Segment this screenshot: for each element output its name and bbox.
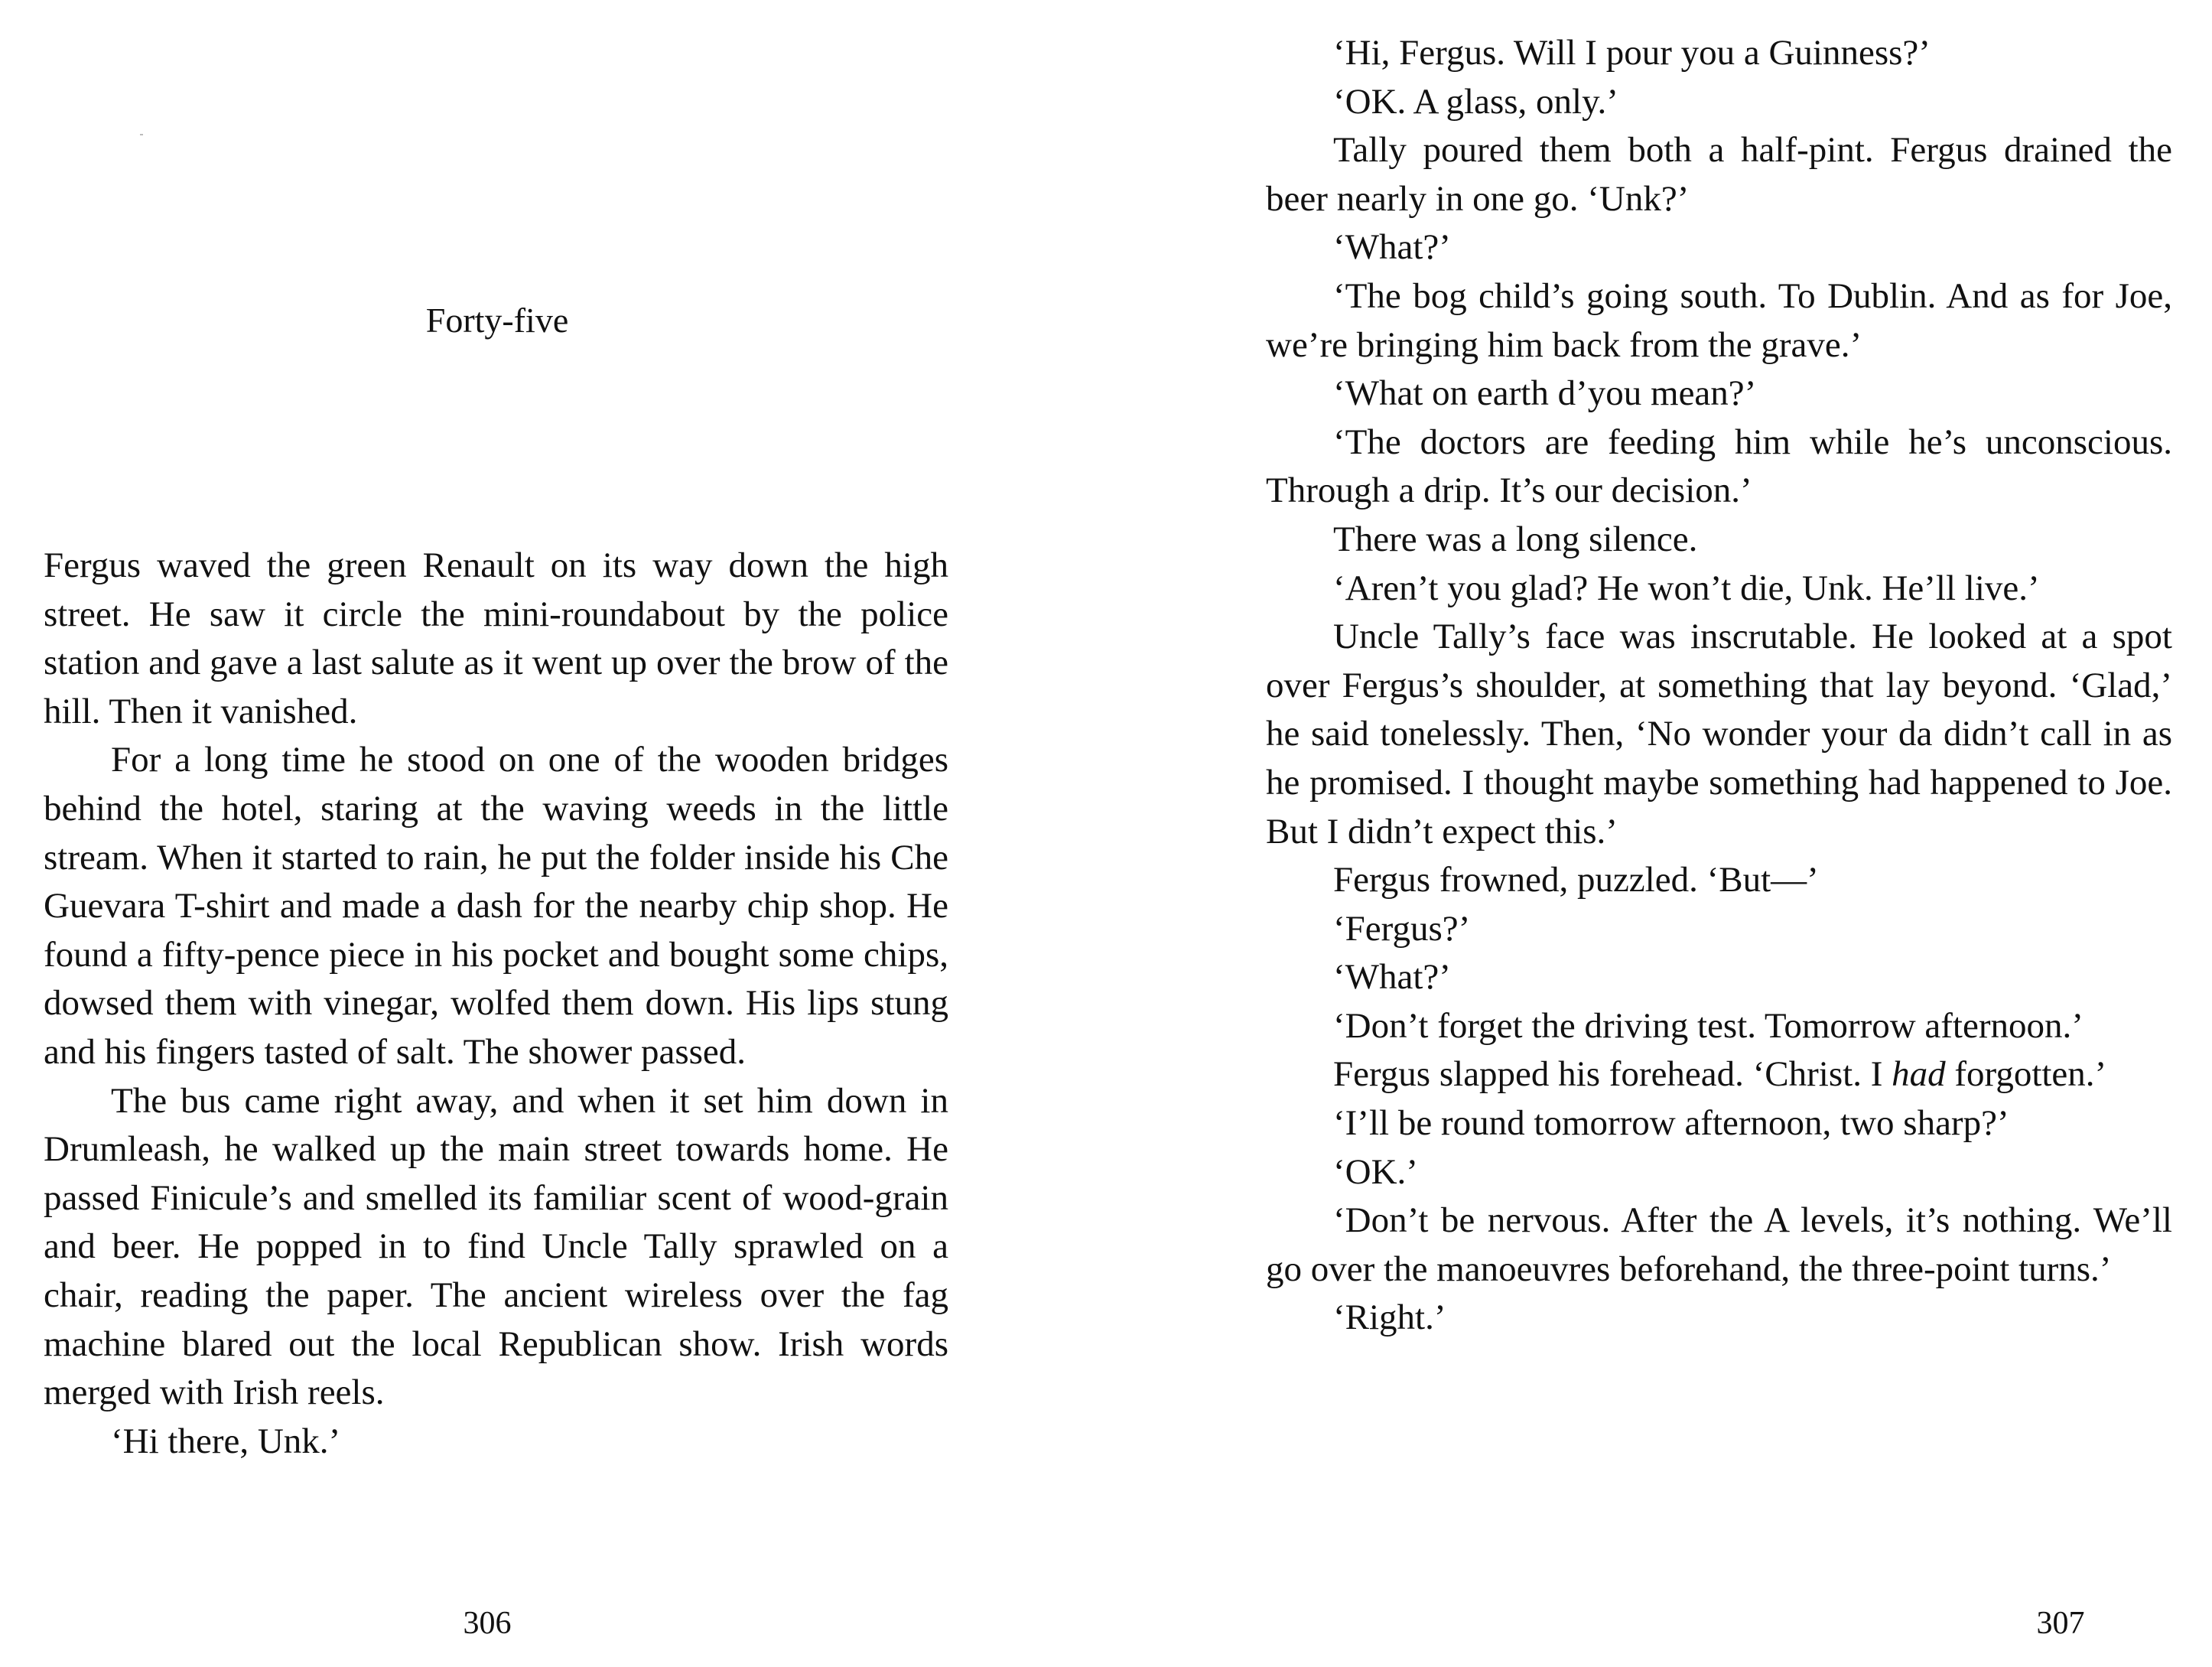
paragraph-emphasis bbox=[1266, 1050, 2172, 1099]
paragraph: Uncle Tally’s face was inscrutable. He looked at a spot over Fergus’s shoulder, at something that lay beyond. ‘Glad,’ he said tonelessly. Then, ‘No wonder your da didn’t call in as he promised. I thought maybe something had happened to Joe. But I didn’t expect this.’ bbox=[1266, 617, 2172, 851]
paragraph: There was a long silence. bbox=[1333, 519, 1698, 559]
paragraph: ‘I’ll be round tomorrow afternoon, two sharp?’ bbox=[1333, 1103, 2009, 1144]
paragraph: ‘The bog child’s going south. To Dublin. And as for Joe, we’re bringing him back from the grave.’ bbox=[1266, 275, 2172, 365]
emphasis-text: had bbox=[1892, 1054, 1946, 1095]
paragraph: ‘What?’ bbox=[1333, 227, 1451, 268]
scan-speck bbox=[140, 134, 143, 135]
paragraph: ‘Aren’t you glad? He won’t die, Unk. He’ll live.’ bbox=[1333, 568, 2040, 608]
chapter-title: Forty-five bbox=[425, 301, 569, 340]
page-number: 307 bbox=[2036, 1606, 2085, 1641]
paragraph: For a long time he stood on one of the wooden bridges behind the hotel, staring at the waving weeds in the little stream. When it started to rain, he put the folder inside his Che Guevara T-shirt and made a dash for the nearby chip shop. He found a fifty-pence piece in his pocket and bought some chips, dowsed them with vinegar, wolfed them down. His lips stung and his fingers tasted of salt. The shower passed. bbox=[44, 740, 948, 1072]
paragraph: ‘The doctors are feeding him while he’s unconscious. Through a drip. It’s our decision.’ bbox=[1266, 422, 2172, 511]
text: Fergus slapped his forehead. ‘Christ. I bbox=[1333, 1054, 1892, 1095]
right-page bbox=[1106, 0, 2212, 1667]
paragraph: ‘Hi, Fergus. Will I pour you a Guinness?’ bbox=[1333, 33, 1931, 73]
paragraph: ‘Don’t be nervous. After the A levels, it’s nothing. We’ll go over the manoeuvres beforehand, the three-point turns.’ bbox=[1266, 1200, 2172, 1289]
paragraph: ‘What?’ bbox=[1333, 957, 1451, 998]
text: forgotten.’ bbox=[1945, 1054, 2107, 1095]
paragraph: ‘Hi there, Unk.’ bbox=[111, 1421, 341, 1461]
paragraph: The bus came right away, and when it set him down in Drumleash, he walked up the main street towards home. He passed Finicule’s and smelled its familiar scent of wood-grain and beer. He popped in to find Uncle Tally sprawled on a chair, reading the paper. The ancient wireless over the fag machine blared out the local Republican show. Irish words merged with Irish reels. bbox=[44, 1080, 948, 1413]
page-number: 306 bbox=[463, 1606, 512, 1641]
paragraph: ‘Right.’ bbox=[1333, 1297, 1446, 1338]
paragraph: Fergus frowned, puzzled. ‘But—’ bbox=[1333, 860, 1819, 900]
paragraph: ‘OK.’ bbox=[1333, 1151, 1418, 1192]
paragraph: Fergus waved the green Renault on its way down the high street. He saw it circle the mini-roundabout by the police station and gave a last salute as it went up over the brow of the hill. Then it vanished. bbox=[44, 545, 948, 731]
right-page-body bbox=[1266, 29, 2172, 1343]
paragraph: ‘Don’t forget the driving test. Tomorrow afternoon.’ bbox=[1333, 1005, 2084, 1046]
paragraph: ‘What on earth d’you mean?’ bbox=[1333, 373, 1757, 414]
left-page-body bbox=[44, 542, 948, 1466]
paragraph: Tally poured them both a half-pint. Fergus drained the beer nearly in one go. ‘Unk?’ bbox=[1266, 130, 2172, 219]
paragraph: ‘Fergus?’ bbox=[1333, 908, 1471, 949]
paragraph: ‘OK. A glass, only.’ bbox=[1333, 81, 1618, 122]
